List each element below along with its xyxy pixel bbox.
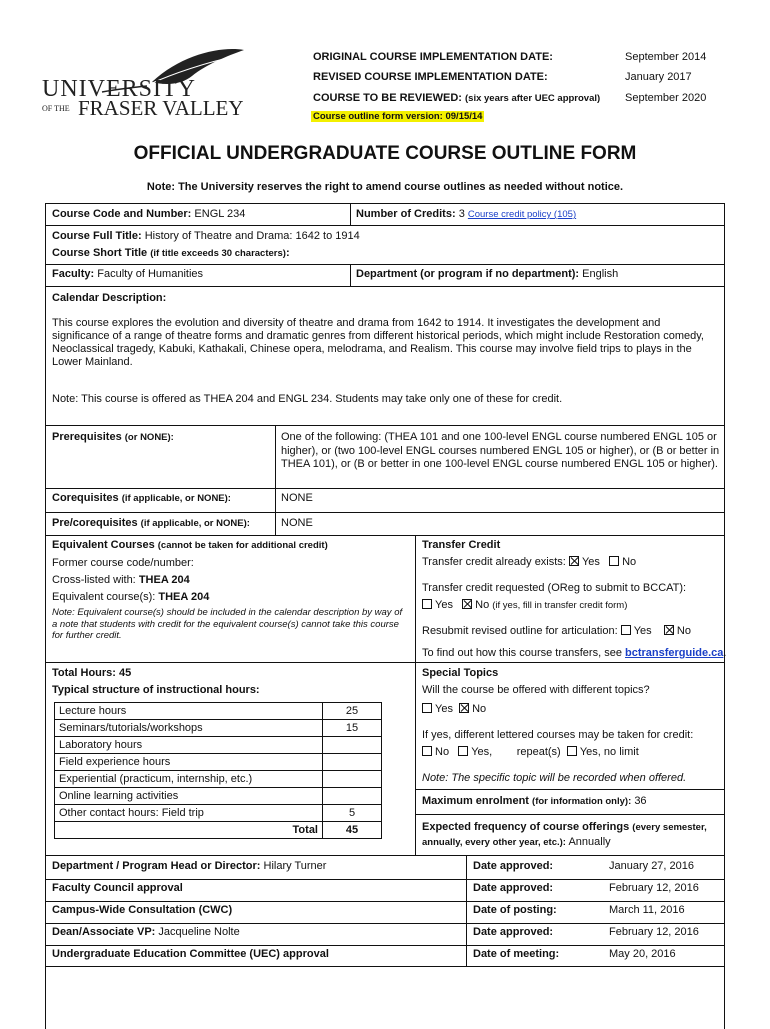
hours-row-value — [323, 754, 382, 771]
frequency-note2: annually, every other year, etc.): — [422, 837, 566, 848]
hours-row — [55, 737, 382, 754]
equivalent-label-note: (cannot be taken for additional credit) — [157, 540, 328, 551]
equiv-label: Equivalent course(s): — [52, 591, 156, 603]
hours-row — [55, 720, 382, 737]
resubmit-no: No — [676, 625, 691, 637]
logo-fraser-valley: FRASER VALLEY — [78, 96, 244, 120]
short-title-note: (if title exceeds 30 characters) — [150, 248, 286, 259]
lettered-options — [422, 746, 639, 758]
department — [356, 268, 618, 280]
approval-value: Jacqueline Nolte — [158, 926, 240, 938]
credits-label: Number of Credits: — [356, 208, 456, 220]
transfer-exists-no: No — [622, 556, 637, 568]
faculty-value: Faculty of Humanities — [97, 268, 204, 280]
hours-row-value — [323, 737, 382, 754]
equivalent-label — [52, 539, 328, 551]
max-enrolment — [422, 795, 647, 807]
approval-date-label: Date of posting: — [473, 904, 557, 916]
prereq-value: One of the following: (THEA 101 and one 100-level ENGL course numbered ENGL 105 or higher), or (two 100-level ENGL courses numbered ENGL 105 or higher), or (B or better in THEA 101), or (B or better in one 100-level ENGL course numbered ENGL 105 or higher). — [281, 431, 720, 470]
transfer-label: Transfer Credit — [422, 539, 501, 551]
review-date-label — [313, 92, 600, 104]
find-out-period: . — [723, 647, 727, 659]
approval-date-value: May 20, 2016 — [609, 948, 676, 960]
special-topics-options — [422, 703, 486, 715]
rev-date-label: REVISED COURSE IMPLEMENTATION DATE: — [313, 71, 548, 83]
calendar-label: Calendar Description: — [52, 292, 167, 304]
lettered-nolimit: Yes, no limit — [579, 746, 639, 758]
coreq-value: NONE — [281, 492, 313, 504]
full-title-label: Course Full Title: — [52, 230, 142, 242]
credits — [356, 208, 576, 220]
approval-divider — [45, 945, 725, 946]
coreq-label-note: (if applicable, or NONE): — [121, 493, 231, 504]
hours-row-label: Other contact hours: Field trip — [55, 805, 323, 822]
approval-divider — [45, 879, 725, 880]
resubmit-label: Resubmit revised outline for articulation: — [422, 625, 618, 637]
approval-row-left — [52, 948, 329, 960]
special-note: Note: The specific topic will be recorded when offered. — [422, 772, 687, 784]
find-out-text: To find out how this course transfers, see — [422, 647, 622, 659]
transfer-requested-yes: Yes — [435, 599, 453, 611]
logo-of-the: OF THE — [42, 104, 70, 113]
frequency — [422, 821, 707, 833]
transfer-exists-no-checkbox[interactable] — [609, 556, 619, 566]
transfer-requested-yes-checkbox[interactable] — [422, 599, 432, 609]
review-note: (six years after UEC approval) — [465, 93, 601, 104]
coreq-label-text: Corequisites — [52, 492, 119, 504]
frequency-note1: (every semester, — [632, 822, 707, 833]
dept-value: English — [582, 268, 619, 280]
hours-row — [55, 771, 382, 788]
approval-divider — [45, 901, 725, 902]
dept-label: Department (or program if no department): — [356, 268, 580, 280]
hours-row-value — [323, 788, 382, 805]
precoreq-value: NONE — [281, 517, 313, 529]
hours-row-label: Lecture hours — [55, 703, 323, 720]
orig-date-value: September 2014 — [625, 51, 707, 63]
precoreq-label — [52, 517, 250, 529]
calendar-note: Note: This course is offered as THEA 204 and ENGL 234. Students may take only one of these for credit. — [52, 393, 563, 405]
special-no-checkbox[interactable] — [459, 703, 469, 713]
faculty — [52, 268, 203, 280]
former-code: Former course code/number: — [52, 557, 194, 569]
rev-date-value: January 2017 — [625, 71, 692, 83]
approval-row-left — [52, 926, 240, 938]
hours-total-row — [55, 822, 382, 839]
special-yes: Yes — [435, 703, 453, 715]
frequency-line2 — [422, 836, 611, 848]
transfer-exists-yes-checkbox[interactable] — [569, 556, 579, 566]
calendar-text: This course explores the evolution and diversity of theatre and drama from 1642 to 1914. It investigates the development and significance of a range of theatre forms and dramatic genres from different historical periods, which might include Restoration comedy, Neoclassical tragedy, Kabuki, Kathakali, Chinese opera, melodrama, and Realism. This course may involve field trips to plays in the Lower Mainland. — [52, 317, 704, 368]
approval-date-label: Date approved: — [473, 860, 554, 872]
hours-row — [55, 754, 382, 771]
approval-date-value: January 27, 2016 — [609, 860, 695, 872]
equivalent-note: Note: Equivalent course(s) should be included in the calendar description by way of a note that students with credit for the equivalent course(s) cannot take this course for further credit. — [52, 607, 403, 641]
transfer-requested: Transfer credit requested (OReg to submit to BCCAT): — [422, 582, 687, 594]
cross-listed-value: THEA 204 — [138, 574, 190, 586]
approval-row-left — [52, 904, 232, 916]
short-title-colon: : — [285, 247, 290, 259]
equivalent-label-text: Equivalent Courses — [52, 539, 155, 551]
lettered-nolimit-checkbox[interactable] — [567, 746, 577, 756]
approval-date-value: February 12, 2016 — [609, 926, 699, 938]
page-title: OFFICIAL UNDERGRADUATE COURSE OUTLINE FORM — [133, 143, 637, 164]
prereq-label-text: Prerequisites — [52, 431, 122, 443]
amend-note: Note: The University reserves the right to amend course outlines as needed without notice. — [146, 181, 624, 193]
frequency-label: Expected frequency of course offerings — [422, 821, 630, 833]
prereq-label-note: (or NONE): — [124, 432, 174, 443]
enrolment-note: (for information only): — [532, 796, 632, 807]
special-topics-question: Will the course be offered with different topics? — [422, 684, 650, 696]
hours-row-label: Seminars/tutorials/workshops — [55, 720, 323, 737]
precoreq-label-text: Pre/corequisites — [52, 517, 138, 529]
logo-university: UNIVERSITY — [42, 76, 196, 102]
approval-date-label: Date of meeting: — [473, 948, 560, 960]
hours-total-value: 45 — [323, 822, 382, 839]
course-code — [52, 208, 245, 220]
transfer-requested-note: (if yes, fill in transfer credit form) — [492, 600, 628, 611]
lettered-yes: Yes, — [471, 746, 493, 758]
lettered-no: No — [435, 746, 450, 758]
transfer-requested-no: No — [475, 599, 490, 611]
transfer-requested-options — [422, 599, 627, 611]
approval-label: Faculty Council approval — [52, 882, 183, 894]
total-hours-value: 45 — [119, 667, 132, 679]
course-code-value: ENGL 234 — [194, 208, 246, 220]
hours-row-label: Laboratory hours — [55, 737, 323, 754]
resubmit — [422, 625, 691, 637]
hours-row — [55, 703, 382, 720]
resubmit-yes-checkbox[interactable] — [621, 625, 631, 635]
hours-row — [55, 788, 382, 805]
approval-date-value: March 11, 2016 — [609, 904, 685, 916]
transfer-exists — [422, 556, 636, 568]
approval-label: Undergraduate Education Committee (UEC) approval — [52, 948, 329, 960]
lettered-yes-checkbox[interactable] — [458, 746, 468, 756]
special-topics-label: Special Topics — [422, 667, 499, 679]
equivalent-courses — [52, 591, 209, 603]
equiv-value: THEA 204 — [158, 591, 210, 603]
hours-row — [55, 805, 382, 822]
hours-total-label: Total — [55, 822, 323, 839]
form-version-text: Course outline form version: 09/15/14 — [313, 111, 483, 122]
approval-date-value: February 12, 2016 — [609, 882, 699, 894]
course-code-label: Course Code and Number: — [52, 208, 192, 220]
coreq-label — [52, 492, 231, 504]
approval-label: Dean/Associate VP: — [52, 926, 156, 938]
total-hours-label: Total Hours: — [52, 667, 116, 679]
approval-date-label: Date approved: — [473, 882, 554, 894]
resubmit-no-checkbox[interactable] — [664, 625, 674, 635]
transfer-exists-yes: Yes — [581, 556, 600, 568]
enrolment-value: 36 — [634, 795, 647, 807]
full-title — [52, 230, 360, 242]
short-title — [52, 247, 290, 259]
bctransferguide-link[interactable]: bctransferguide.ca — [625, 647, 724, 659]
short-title-label: Course Short Title — [52, 247, 148, 259]
structure-label: Typical structure of instructional hours: — [52, 684, 260, 696]
lettered-question: If yes, different lettered courses may be taken for credit: — [422, 729, 694, 741]
approval-row-left — [52, 882, 183, 894]
cross-listed — [52, 574, 190, 586]
form-version — [311, 110, 484, 122]
precoreq-label-note: (if applicable, or NONE): — [140, 518, 250, 529]
special-yes-checkbox[interactable] — [422, 703, 432, 713]
lettered-no-checkbox[interactable] — [422, 746, 432, 756]
transfer-requested-no-checkbox[interactable] — [462, 599, 472, 609]
hours-row-label: Experiential (practicum, internship, etc.) — [55, 771, 323, 788]
full-title-value: History of Theatre and Drama: 1642 to 1914 — [144, 230, 360, 242]
hours-row-value: 15 — [323, 720, 382, 737]
approval-date-label: Date approved: — [473, 926, 554, 938]
hours-row-value: 5 — [323, 805, 382, 822]
lettered-repeat: repeat(s) — [516, 746, 561, 758]
enrolment-label: Maximum enrolment — [422, 795, 529, 807]
faculty-label: Faculty: — [52, 268, 95, 280]
approval-row-left — [52, 860, 326, 872]
review-date-value: September 2020 — [625, 92, 707, 104]
credit-policy-link[interactable]: Course credit policy (105) — [467, 209, 577, 220]
transfer-exists-label: Transfer credit already exists: — [422, 556, 566, 568]
cross-listed-label: Cross-listed with: — [52, 574, 136, 586]
hours-table — [54, 702, 382, 839]
hours-row-label: Online learning activities — [55, 788, 323, 805]
review-label-text: COURSE TO BE REVIEWED: — [313, 92, 462, 104]
credits-value: 3 — [458, 208, 465, 220]
prereq-label — [52, 431, 174, 443]
hours-row-label: Field experience hours — [55, 754, 323, 771]
approval-label: Campus-Wide Consultation (CWC) — [52, 904, 233, 916]
orig-date-label: ORIGINAL COURSE IMPLEMENTATION DATE: — [313, 51, 553, 63]
approval-divider — [45, 923, 725, 924]
frequency-value: Annually — [568, 836, 611, 848]
resubmit-yes: Yes — [633, 625, 652, 637]
hours-row-value: 25 — [323, 703, 382, 720]
transfer-find-out — [422, 647, 726, 659]
ufv-logo — [32, 44, 247, 122]
total-hours — [52, 667, 131, 679]
approval-value: Hilary Turner — [263, 860, 327, 872]
approval-label: Department / Program Head or Director: — [52, 860, 261, 872]
hours-row-value — [323, 771, 382, 788]
special-no: No — [472, 703, 487, 715]
